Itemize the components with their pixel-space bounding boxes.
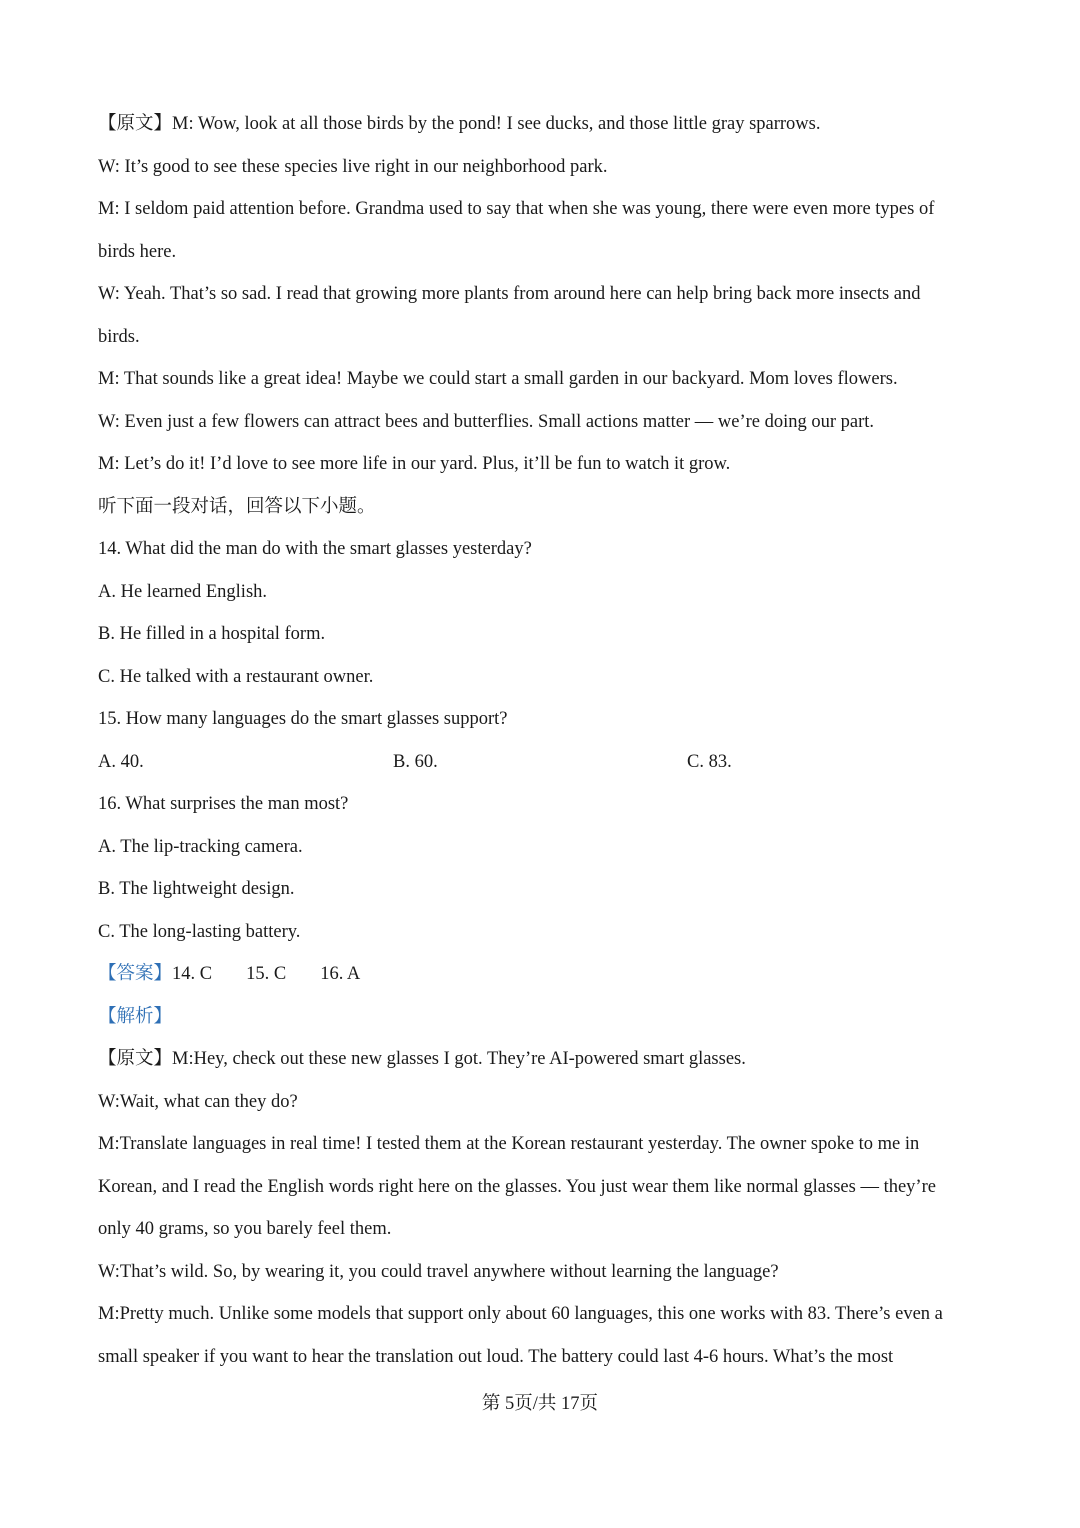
question-14-option-c: C. He talked with a restaurant owner. xyxy=(98,666,374,687)
listening-instruction: 听下面一段对话，回答以下小题。 xyxy=(98,496,376,517)
document-page xyxy=(98,103,983,1378)
transcript-1-line-3: M: I seldom paid attention before. Grandma used to say that when she was young, there were even more types of xyxy=(98,199,935,219)
transcript-1-line-1: 【原文】M: Wow, look at all those birds by the pond! I see ducks, and those little gray sparrows. xyxy=(98,114,821,134)
question-15: 15. How many languages do the smart glasses support? xyxy=(98,709,508,729)
transcript-tag: 【原文】 xyxy=(98,1049,173,1069)
question-16-option-c: C. The long-lasting battery. xyxy=(98,921,301,942)
transcript-1-line-5: W: Yeah. That’s so sad. I read that growing more plants from around here can help bring back more insects and xyxy=(98,284,921,304)
transcript-2-line-6: W:That’s wild. So, by wearing it, you could travel anywhere without learning the language? xyxy=(98,1261,779,1282)
analysis-tag: 【解析】 xyxy=(98,1006,173,1027)
question-14: 14. What did the man do with the smart glasses yesterday? xyxy=(98,539,532,559)
question-15-options xyxy=(98,741,983,784)
transcript-2-line-8: small speaker if you want to hear the translation out loud. The battery could last 4-6 hours. What’s the most xyxy=(98,1346,894,1367)
transcript-1-line-7: M: That sounds like a great idea! Maybe we could start a small garden in our backyard. Mom loves flowers. xyxy=(98,369,898,389)
transcript-2-line-5: only 40 grams, so you barely feel them. xyxy=(98,1219,392,1239)
transcript-1-line-2: W: It’s good to see these species live right in our neighborhood park. xyxy=(98,156,608,177)
transcript-1-line-4: birds here. xyxy=(98,241,177,262)
question-15-option-c: C. 83. xyxy=(687,751,732,772)
transcript-2-line-1: 【原文】M:Hey, check out these new glasses I got. They’re AI-powered smart glasses. xyxy=(98,1049,746,1069)
question-15-option-b: B. 60. xyxy=(393,751,438,772)
answer-key xyxy=(98,953,983,996)
transcript-2-line-7: M:Pretty much. Unlike some models that support only about 60 languages, this one works with 83. There’s even a xyxy=(98,1304,943,1324)
question-16: 16. What surprises the man most? xyxy=(98,794,349,814)
transcript-2-line-2: W:Wait, what can they do? xyxy=(98,1091,298,1112)
answer-item: 14. C xyxy=(172,964,213,984)
question-16-option-a: A. The lip-tracking camera. xyxy=(98,836,303,857)
question-16-option-b: B. The lightweight design. xyxy=(98,879,295,899)
answer-tag: 【答案】 xyxy=(98,964,173,984)
question-14-option-b: B. He filled in a hospital form. xyxy=(98,624,326,644)
question-15-option-a: A. 40. xyxy=(98,751,144,772)
page-number-footer: 第 5页/共 17页 xyxy=(481,1394,599,1414)
transcript-2-line-3: M:Translate languages in real time! I tested them at the Korean restaurant yesterday. The owner spoke to me in xyxy=(98,1134,920,1154)
transcript-tag: 【原文】 xyxy=(98,114,173,134)
question-14-option-a: A. He learned English. xyxy=(98,581,268,602)
transcript-1-line-9: M: Let’s do it! I’d love to see more life in our yard. Plus, it’ll be fun to watch it grow. xyxy=(98,454,731,474)
answer-item: 15. C xyxy=(246,964,287,984)
answer-item: 16. A xyxy=(320,964,361,984)
transcript-1-line-8: W: Even just a few flowers can attract bees and butterflies. Small actions matter — we’re doing our part. xyxy=(98,411,875,432)
transcript-1-line-6: birds. xyxy=(98,326,140,347)
transcript-2-line-4: Korean, and I read the English words right here on the glasses. You just wear them like normal glasses — they’re xyxy=(98,1176,936,1197)
